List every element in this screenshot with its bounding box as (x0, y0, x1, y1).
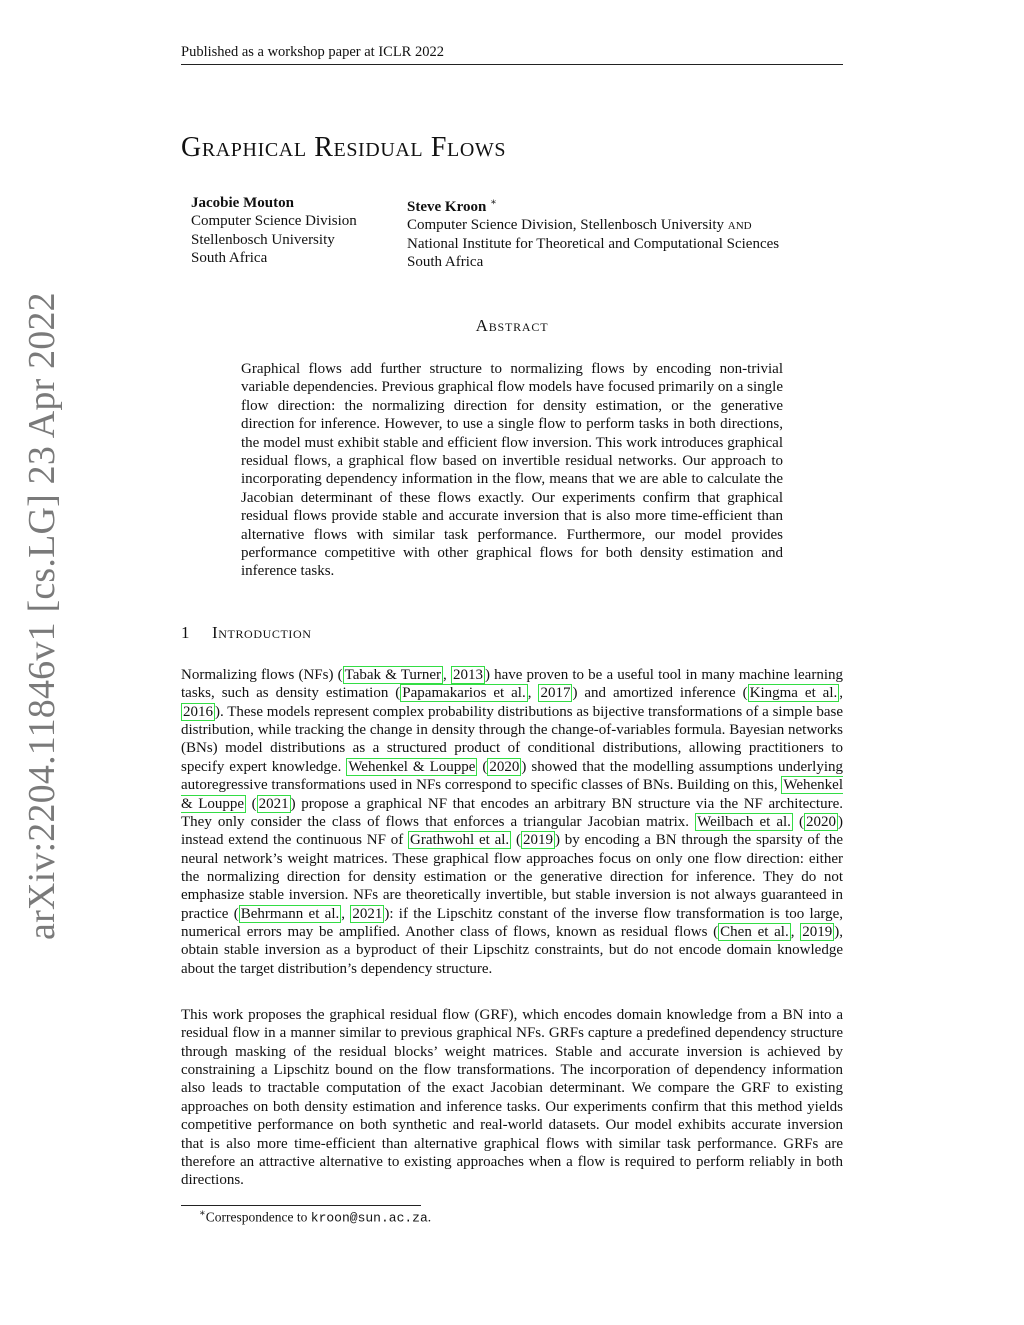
citation-link[interactable]: 2021 (352, 905, 383, 922)
citation-link[interactable]: 2019 (522, 832, 553, 849)
citation-link[interactable]: Weilbach et al. (697, 813, 791, 830)
citation-link[interactable]: Wehenkel & Louppe (181, 777, 843, 812)
text-run: ) by encoding a BN through the sparsity of the neural network’s weight matrices. These graphical flow approaches focus on only one flow direction: either the normalizing direction for density estimation or the generative direction for inference. They do not emphasize stable inversion. NFs are theoretically invertible, but stable inversion is not always guaranteed in practice ( (181, 832, 844, 922)
author-block-1 (191, 194, 357, 267)
footnote-divider (181, 1205, 421, 1206)
paper-title: Graphical Residual Flows (181, 132, 507, 163)
text-run: ) and amortized inference ( (572, 685, 748, 702)
intro-paragraph-1 (181, 666, 843, 978)
citation-link[interactable]: Wehenkel & Louppe (348, 758, 476, 775)
citation-link[interactable]: Kingma et al. (749, 685, 838, 702)
text-run: , (839, 685, 844, 702)
footnote-mark: ∗ (199, 1208, 206, 1219)
citation-link[interactable]: Tabak & Turner (344, 667, 442, 683)
author-block-2 (407, 194, 779, 271)
arxiv-identifier-stamp[interactable]: arXiv:2204.11846v1 [cs.LG] 23 Apr 2022 (21, 292, 63, 940)
footnote (199, 1208, 431, 1226)
citation-link[interactable]: 2016 (183, 703, 213, 720)
footnote-end: . (427, 1209, 432, 1225)
citation-link[interactable]: Chen et al. (720, 924, 789, 941)
email-link[interactable]: kroon@sun.ac.za (310, 1210, 428, 1226)
section-heading-introduction (181, 623, 312, 643)
citation-link[interactable]: 2021 (258, 795, 289, 812)
citation-link[interactable]: 2017 (540, 685, 571, 702)
author-name: Steve Kroon (407, 199, 487, 215)
text-run: ( (246, 795, 257, 812)
section-title: Introduction (212, 623, 312, 642)
citation-link[interactable]: 2020 (806, 813, 836, 830)
author-affiliation-line: South Africa (191, 249, 268, 266)
text-run: , (527, 685, 539, 702)
citation-link[interactable]: 2013 (452, 667, 483, 683)
abstract-text: Graphical flows add further structure to normalizing flows by encoding non-trivial variable dependencies. Previous graphical flow models have focused primarily on a single flow direction: the normalizing direction for density estimation, or the generative direction for inference. However, to use a single flow to perform tasks in both directions, the model must exhibit stable and efficient flow inversion. This work introduces graphical residual flows, a graphical flow based on invertible residual networks. Our approach to incorporating dependency information in the flow, means that we are able to calculate the Jacobian determinant of these flows exactly. Our experiments confirm that graphical residual flows provide stable and accurate inversion that is also more time-efficient than alternative flows with similar task performance. Furthermore, our model provides performance competitive with other graphical flows for both density estimation and inference tasks. (241, 361, 783, 580)
author-name: Jacobie Mouton (191, 195, 294, 211)
affiliation-conjunction: and (727, 217, 752, 234)
text-run: ) propose a graphical NF that encodes an arbitrary BN structure via the NF architecture. They only consider the class of flows that enforces a triangular Jacobian matrix. (181, 795, 844, 830)
text-run: ) instead extend the continuous NF of (181, 813, 843, 849)
text-run: ), obtain stable inversion as a byproduct of their Lipschitz constraints, but do not encode domain knowledge about the target distribution’s dependency structure. (181, 924, 843, 977)
text-run: ( (511, 832, 521, 849)
text-run: , (443, 667, 451, 683)
citation-link[interactable]: 2019 (802, 924, 833, 941)
citation-link[interactable]: Grathwohl et al. (410, 832, 510, 849)
text-run: ). These models represent complex probability distributions as bijective transformations of a simple base distribution, while tracking the change in density through the change-of-variables formula. Bayesian networks (BNs) model distributions as a structured product of conditional distributions, allowing practitioners to specify expert knowledge. (181, 703, 843, 775)
text-run: ( (792, 813, 804, 830)
author-affiliation-line: Stellenbosch University (191, 231, 335, 248)
running-header: Published as a workshop paper at ICLR 2022 (181, 44, 843, 65)
citation-link[interactable]: Papamakarios et al. (402, 685, 526, 702)
author-affiliation-line: South Africa (407, 253, 484, 270)
author-affiliation-line: Computer Science Division, Stellenbosch University (407, 217, 725, 234)
citation-link[interactable]: 2020 (489, 758, 520, 775)
footnote-mark[interactable]: ∗ (490, 197, 497, 208)
text-run: Normalizing flows (NFs) ( (181, 667, 343, 683)
intro-paragraph-2: This work proposes the graphical residual flow (GRF), which encodes domain knowledge from a BN into a residual flow in a manner similar to previous graphical NFs. GRFs capture a predefined dependency structure through masking of the residual blocks’ weight matrices. Stable and accurate inversion is achieved by constraining a Lipschitz bound on the flow transformations. The incorporation of dependency information also leads to tractable computation of the exact Jacobian determinant. We compare the GRF to existing approaches on both density estimation and inference tasks. Our experiments confirm that this method yields competitive performance on both synthetic and real-world datasets. Our model exhibits accurate inversion that is also more time-efficient than alternative graphical flows with similar task performance. GRFs are therefore an attractive alternative to existing approaches when a flow is required to perform reliably in both directions. (181, 1007, 843, 1189)
citation-link[interactable]: Behrmann et al. (240, 905, 340, 922)
text-run: , (790, 924, 801, 941)
text-run: ) showed that the modelling assumptions underlying autoregressive transformations used in NFs correspond to specific classes of BNs. Building on this, (181, 758, 844, 794)
abstract-heading: Abstract (475, 316, 549, 335)
footnote-text: Correspondence to (205, 1209, 311, 1225)
text-run: ( (477, 758, 488, 775)
section-number: 1 (181, 623, 190, 642)
text-run: , (341, 905, 351, 922)
author-affiliation-line: Computer Science Division (191, 213, 357, 230)
text-run: ): if the Lipschitz constant of the inverse flow transformation is too large, numerical errors may be amplified. Another class of flows, known as residual flows ( (181, 905, 843, 941)
author-affiliation-line: National Institute for Theoretical and Computational Sciences (407, 235, 780, 252)
text-run: ) have proven to be a useful tool in many machine learning tasks, such as density estimation ( (181, 667, 843, 702)
